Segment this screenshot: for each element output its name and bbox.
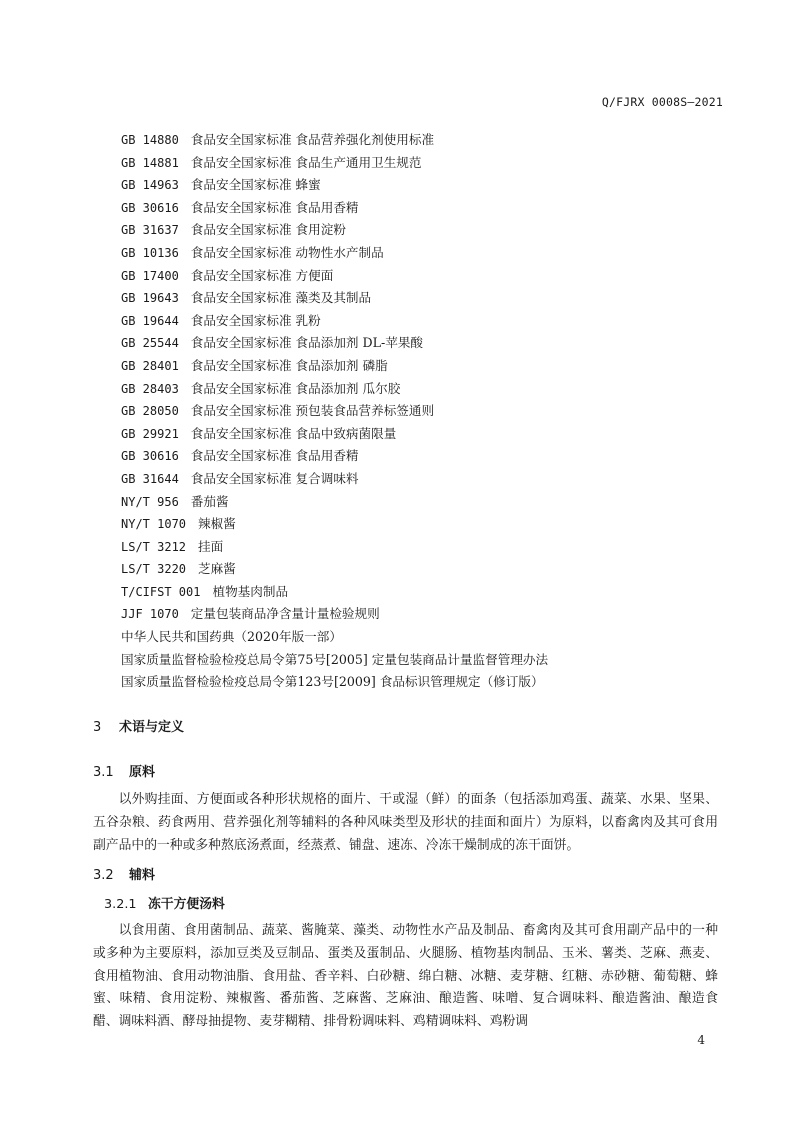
reference-title: 食品安全国家标准 食品用香精 bbox=[190, 448, 359, 464]
reference-code: GB 30616 bbox=[121, 200, 179, 215]
reference-title: 食品安全国家标准 藻类及其制品 bbox=[190, 290, 372, 306]
reference-title: 植物基肉制品 bbox=[212, 583, 289, 599]
reference-title: 番茄酱 bbox=[190, 493, 229, 509]
reference-title: 国家质量监督检验检疫总局令第75号[2005] 定量包装商品计量监督管理办法 bbox=[121, 651, 549, 667]
reference-title: 食品安全国家标准 食品添加剂 瓜尔胶 bbox=[190, 380, 401, 396]
reference-code: GB 19644 bbox=[121, 313, 179, 328]
reference-title: 食品安全国家标准 食品添加剂 磷脂 bbox=[190, 357, 388, 373]
reference-item bbox=[121, 558, 721, 581]
section-number: 3 bbox=[93, 720, 102, 735]
reference-code: GB 29921 bbox=[121, 426, 179, 441]
reference-title: 芝麻酱 bbox=[198, 561, 236, 577]
reference-title: 食品安全国家标准 方便面 bbox=[190, 267, 334, 283]
section-title: 辅料 bbox=[129, 868, 156, 883]
reference-title: 食品安全国家标准 食品添加剂 DL-苹果酸 bbox=[190, 335, 424, 351]
section-title: 冻干方便汤料 bbox=[148, 897, 225, 912]
reference-item bbox=[121, 355, 721, 378]
reference-title: 食品安全国家标准 食品中致病菌限量 bbox=[190, 425, 397, 441]
reference-code: JJF 1070 bbox=[121, 607, 179, 622]
reference-item bbox=[121, 400, 721, 423]
reference-item bbox=[121, 332, 721, 355]
reference-item bbox=[121, 197, 721, 220]
reference-code: GB 25544 bbox=[121, 336, 179, 351]
reference-title: 中华人民共和国药典（2020年版一部） bbox=[121, 629, 342, 645]
normative-references-list bbox=[121, 129, 721, 694]
reference-title: 辣椒酱 bbox=[198, 516, 236, 532]
section-number: 3.1 bbox=[93, 765, 114, 780]
reference-code: GB 19643 bbox=[121, 291, 179, 306]
section-3-1-heading bbox=[93, 761, 155, 780]
reference-code: NY/T 1070 bbox=[121, 517, 187, 532]
reference-item bbox=[121, 423, 721, 446]
reference-item bbox=[121, 242, 721, 265]
document-code-header: Q/FJRX 0008S—2021 bbox=[601, 95, 723, 109]
section-3-2-heading bbox=[93, 864, 155, 883]
reference-item bbox=[121, 581, 721, 604]
reference-item bbox=[121, 174, 721, 197]
reference-title: 食品安全国家标准 蜂蜜 bbox=[190, 177, 321, 193]
section-title: 术语与定义 bbox=[119, 720, 185, 735]
section-title: 原料 bbox=[129, 765, 156, 780]
reference-item bbox=[121, 649, 721, 672]
reference-code: GB 28401 bbox=[121, 358, 179, 373]
reference-code: GB 10136 bbox=[121, 245, 179, 260]
section-number: 3.2.1 bbox=[104, 897, 137, 912]
reference-title: 食品安全国家标准 预包装食品营养标签通则 bbox=[190, 403, 435, 419]
reference-code: LS/T 3212 bbox=[121, 539, 187, 554]
reference-title: 定量包装商品净含量计量检验规则 bbox=[190, 606, 380, 622]
reference-item bbox=[121, 287, 721, 310]
reference-title: 挂面 bbox=[198, 538, 224, 554]
reference-item bbox=[121, 491, 721, 514]
reference-item bbox=[121, 265, 721, 288]
reference-item bbox=[121, 671, 721, 694]
reference-code: GB 31637 bbox=[121, 223, 179, 238]
page-number: 4 bbox=[697, 1033, 705, 1047]
reference-code: GB 28403 bbox=[121, 381, 179, 396]
reference-title: 食品安全国家标准 食品营养强化剂使用标准 bbox=[190, 132, 435, 147]
reference-code: T/CIFST 001 bbox=[121, 584, 201, 599]
reference-code: GB 30616 bbox=[121, 449, 179, 464]
reference-title: 食品安全国家标准 食品用香精 bbox=[190, 199, 359, 215]
reference-code: NY/T 956 bbox=[121, 494, 179, 509]
section-3-2-1-heading bbox=[104, 893, 225, 912]
reference-title: 食品安全国家标准 食品生产通用卫生规范 bbox=[190, 154, 422, 170]
reference-item bbox=[121, 378, 721, 401]
reference-code: GB 28050 bbox=[121, 404, 179, 419]
reference-title: 食品安全国家标准 复合调味料 bbox=[190, 470, 359, 486]
section-3-2-1-paragraph: 以食用菌、食用菌制品、蔬菜、酱腌菜、藻类、动物性水产品及制品、畜禽肉及其可食用副产品中的一种或多种为主要原料，添加豆类及豆制品、蛋类及蛋制品、火腿肠、植物基肉制品、玉米、薯类、芝麻、燕麦、食用植物油、食用动物油脂、食用盐、香辛料、白砂糖、绵白糖、冰糖、麦芽糖、红糖、赤砂糖、葡萄糖、蜂蜜、味精、食用淀粉、辣椒酱、番茄酱、芝麻酱、芝麻油、酿造酱、味噌、复合调味料、酿造酱油、酿造食醋、调味料酒、酵母抽提物、麦芽糊精、排骨粉调味料、鸡精调味料、鸡粉调 bbox=[93, 923, 718, 1030]
reference-code: LS/T 3220 bbox=[121, 562, 187, 577]
reference-code: GB 31644 bbox=[121, 471, 179, 486]
section-3-1-paragraph: 以外购挂面、方便面或各种形状规格的面片、干或湿（鲜）的面条（包括添加鸡蛋、蔬菜、水果、坚果、五谷杂粮、药食两用、营养强化剂等辅料的各种风味类型及形状的挂面和面片）为原料，以畜禽肉及其可食用副产品中的一种或多种熬底汤煮面，经蒸煮、铺盘、速冻、冷冻干燥制成的冻干面饼。 bbox=[93, 792, 718, 853]
reference-item bbox=[121, 152, 721, 175]
reference-code: GB 14880 bbox=[121, 133, 179, 147]
reference-item bbox=[121, 310, 721, 333]
reference-code: GB 17400 bbox=[121, 268, 179, 283]
section-3-heading bbox=[93, 716, 184, 735]
reference-item bbox=[121, 468, 721, 491]
reference-title: 国家质量监督检验检疫总局令第123号[2009] 食品标识管理规定（修订版） bbox=[121, 674, 544, 690]
reference-title: 食品安全国家标准 食用淀粉 bbox=[190, 222, 346, 238]
reference-item bbox=[121, 219, 721, 242]
reference-item bbox=[121, 603, 721, 626]
reference-code: GB 14881 bbox=[121, 155, 179, 170]
reference-item bbox=[121, 129, 721, 152]
reference-item bbox=[121, 513, 721, 536]
reference-item bbox=[121, 445, 721, 468]
reference-title: 食品安全国家标准 动物性水产制品 bbox=[190, 244, 384, 260]
reference-item bbox=[121, 626, 721, 649]
reference-item bbox=[121, 536, 721, 559]
reference-title: 食品安全国家标准 乳粉 bbox=[190, 312, 321, 328]
reference-code: GB 14963 bbox=[121, 178, 179, 193]
section-number: 3.2 bbox=[93, 868, 114, 883]
